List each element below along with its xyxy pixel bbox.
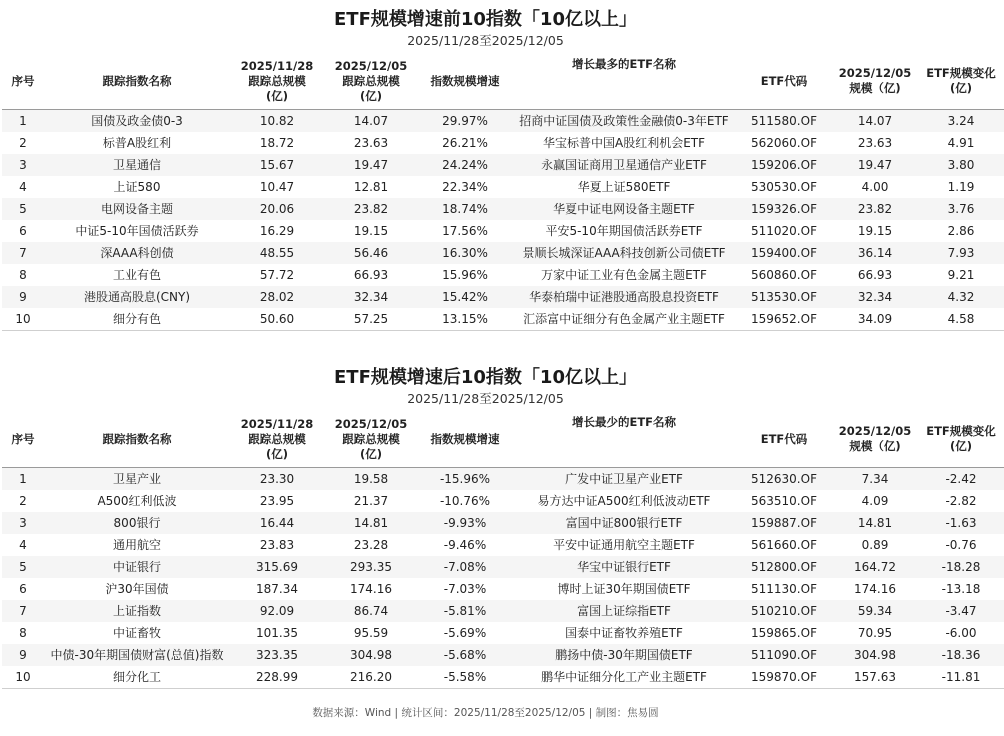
cell-etf-change: 4.58: [918, 308, 1004, 331]
cell-growth: 18.74%: [418, 198, 512, 220]
top10-title: ETF规模增速前10指数「10亿以上」: [334, 9, 637, 30]
cell-growth: 13.15%: [418, 308, 512, 331]
cell-index: 2: [2, 490, 44, 512]
header-etf-scale-label: 规模（亿): [849, 439, 901, 453]
cell-start-scale: 50.60: [230, 308, 324, 331]
cell-index-name: 上证指数: [44, 600, 230, 622]
cell-index: 2: [2, 132, 44, 154]
cell-etf-code: 562060.OF: [736, 132, 832, 154]
table-row: [2, 468, 1004, 491]
cell-index: 8: [2, 264, 44, 286]
header-etf-code: ETF代码: [736, 411, 832, 468]
cell-end-scale: 216.20: [324, 666, 418, 689]
cell-index: 7: [2, 242, 44, 264]
cell-etf-change: 3.76: [918, 198, 1004, 220]
cell-start-scale: 16.29: [230, 220, 324, 242]
cell-growth: 16.30%: [418, 242, 512, 264]
cell-end-scale: 32.34: [324, 286, 418, 308]
cell-index-name: 电网设备主题: [44, 198, 230, 220]
cell-etf-name: 鹏华中证细分化工产业主题ETF: [512, 666, 736, 689]
table-row: [2, 154, 1004, 176]
cell-start-scale: 10.82: [230, 110, 324, 133]
bottom10-subtitle: 2025/11/28至2025/12/05: [407, 391, 564, 406]
cell-etf-scale: 174.16: [832, 578, 918, 600]
header-etf-change-unit: (亿): [949, 81, 972, 95]
cell-end-scale: 23.28: [324, 534, 418, 556]
cell-index-name: 深AAA科创债: [44, 242, 230, 264]
cell-etf-name: 富国上证综指ETF: [512, 600, 736, 622]
cell-start-scale: 20.06: [230, 198, 324, 220]
top10-subtitle: 2025/11/28至2025/12/05: [407, 33, 564, 48]
cell-etf-code: 159206.OF: [736, 154, 832, 176]
cell-end-scale: 12.81: [324, 176, 418, 198]
header-start-date: 2025/11/28: [240, 416, 314, 431]
cell-end-scale: 14.07: [324, 110, 418, 133]
cell-start-scale: 187.34: [230, 578, 324, 600]
header-etf-change: [918, 411, 1004, 468]
cell-index: 3: [2, 154, 44, 176]
header-start-unit: (亿): [265, 88, 288, 103]
cell-etf-name: 汇添富中证细分有色金属产业主题ETF: [512, 308, 736, 331]
cell-index-name: 沪30年国债: [44, 578, 230, 600]
cell-end-scale: 304.98: [324, 644, 418, 666]
cell-etf-code: 511020.OF: [736, 220, 832, 242]
header-start-unit: (亿): [265, 446, 288, 461]
cell-index-name: 细分化工: [44, 666, 230, 689]
cell-growth: 26.21%: [418, 132, 512, 154]
cell-index: 4: [2, 176, 44, 198]
cell-etf-scale: 23.82: [832, 198, 918, 220]
cell-etf-code: 510210.OF: [736, 600, 832, 622]
table-row: [2, 578, 1004, 600]
cell-start-scale: 28.02: [230, 286, 324, 308]
header-growth: 指数规模增速: [418, 53, 512, 110]
cell-etf-scale: 36.14: [832, 242, 918, 264]
cell-end-scale: 174.16: [324, 578, 418, 600]
cell-end-scale: 95.59: [324, 622, 418, 644]
cell-etf-name: 华夏中证电网设备主题ETF: [512, 198, 736, 220]
cell-index-name: 800银行: [44, 512, 230, 534]
cell-index: 9: [2, 644, 44, 666]
cell-etf-scale: 14.07: [832, 110, 918, 133]
cell-etf-code: 511090.OF: [736, 644, 832, 666]
cell-etf-name: 平安中证通用航空主题ETF: [512, 534, 736, 556]
cell-etf-scale: 66.93: [832, 264, 918, 286]
header-growth: 指数规模增速: [418, 411, 512, 468]
table-row: [2, 534, 1004, 556]
table-row: [2, 132, 1004, 154]
cell-index-name: 中证畜牧: [44, 622, 230, 644]
cell-growth: -5.68%: [418, 644, 512, 666]
cell-etf-scale: 19.15: [832, 220, 918, 242]
cell-index-name: 港股通高股息(CNY): [44, 286, 230, 308]
table-row: [2, 490, 1004, 512]
cell-etf-change: -11.81: [918, 666, 1004, 689]
header-start-scale-label: 跟踪总规模: [248, 431, 306, 446]
cell-etf-name: 平安5-10年期国债活跃券ETF: [512, 220, 736, 242]
top10-header-row: [2, 53, 1004, 110]
cell-end-scale: 19.58: [324, 468, 418, 491]
cell-index-name: 上证580: [44, 176, 230, 198]
cell-etf-name: 万家中证工业有色金属主题ETF: [512, 264, 736, 286]
cell-etf-code: 159400.OF: [736, 242, 832, 264]
cell-etf-scale: 0.89: [832, 534, 918, 556]
cell-etf-name: 景顺长城深证AAA科技创新公司债ETF: [512, 242, 736, 264]
cell-etf-name: 招商中证国债及政策性金融债0-3年ETF: [512, 110, 736, 133]
table-row: [2, 600, 1004, 622]
cell-end-scale: 56.46: [324, 242, 418, 264]
cell-etf-code: 512800.OF: [736, 556, 832, 578]
cell-etf-scale: 7.34: [832, 468, 918, 491]
top10-body: [2, 110, 1004, 331]
cell-etf-scale: 157.63: [832, 666, 918, 689]
cell-etf-change: 4.32: [918, 286, 1004, 308]
cell-etf-change: 2.86: [918, 220, 1004, 242]
cell-growth: -7.08%: [418, 556, 512, 578]
cell-end-scale: 23.63: [324, 132, 418, 154]
cell-index-name: 中证银行: [44, 556, 230, 578]
cell-end-scale: 14.81: [324, 512, 418, 534]
table-row: [2, 556, 1004, 578]
header-etf-change-unit: (亿): [949, 439, 972, 453]
cell-growth: -9.46%: [418, 534, 512, 556]
cell-etf-code: 512630.OF: [736, 468, 832, 491]
cell-end-scale: 19.15: [324, 220, 418, 242]
cell-index-name: 卫星产业: [44, 468, 230, 491]
header-etf-code: ETF代码: [736, 53, 832, 110]
header-start-date: 2025/11/28: [240, 58, 314, 73]
cell-etf-code: 159326.OF: [736, 198, 832, 220]
cell-etf-change: 1.19: [918, 176, 1004, 198]
cell-etf-name: 华泰柏瑞中证港股通高股息投资ETF: [512, 286, 736, 308]
cell-start-scale: 315.69: [230, 556, 324, 578]
cell-etf-scale: 14.81: [832, 512, 918, 534]
cell-start-scale: 23.95: [230, 490, 324, 512]
cell-growth: 17.56%: [418, 220, 512, 242]
cell-end-scale: 86.74: [324, 600, 418, 622]
cell-etf-name: 易方达中证A500红利低波动ETF: [512, 490, 736, 512]
header-etf-change: [918, 53, 1004, 110]
table-row: [2, 308, 1004, 331]
header-etf-scale: [832, 53, 918, 110]
bottom10-header-row: [2, 411, 1004, 468]
top10-table: [2, 53, 1004, 331]
header-index-name: 跟踪指数名称: [44, 53, 230, 110]
bottom10-table: [2, 411, 1004, 689]
cell-etf-name: 国泰中证畜牧养殖ETF: [512, 622, 736, 644]
cell-etf-scale: 4.00: [832, 176, 918, 198]
header-end-unit: (亿): [359, 446, 382, 461]
cell-etf-change: -2.42: [918, 468, 1004, 491]
cell-etf-change: 9.21: [918, 264, 1004, 286]
cell-index: 4: [2, 534, 44, 556]
cell-etf-change: 7.93: [918, 242, 1004, 264]
cell-etf-name: 华夏上证580ETF: [512, 176, 736, 198]
cell-start-scale: 23.83: [230, 534, 324, 556]
cell-etf-name: 富国中证800银行ETF: [512, 512, 736, 534]
cell-etf-name: 广发中证卫星产业ETF: [512, 468, 736, 491]
cell-etf-scale: 32.34: [832, 286, 918, 308]
header-end-scale-label: 跟踪总规模: [342, 73, 400, 88]
cell-etf-change: -1.63: [918, 512, 1004, 534]
bottom10-title: ETF规模增速后10指数「10亿以上」: [334, 367, 637, 388]
cell-etf-change: -2.82: [918, 490, 1004, 512]
cell-start-scale: 101.35: [230, 622, 324, 644]
bottom10-body: [2, 468, 1004, 689]
table-row: [2, 264, 1004, 286]
cell-etf-code: 511130.OF: [736, 578, 832, 600]
cell-etf-scale: 23.63: [832, 132, 918, 154]
cell-index: 9: [2, 286, 44, 308]
cell-start-scale: 323.35: [230, 644, 324, 666]
cell-growth: -5.69%: [418, 622, 512, 644]
cell-index: 10: [2, 308, 44, 331]
cell-etf-code: 530530.OF: [736, 176, 832, 198]
cell-index: 6: [2, 220, 44, 242]
cell-etf-scale: 59.34: [832, 600, 918, 622]
cell-growth: -5.81%: [418, 600, 512, 622]
table-row: [2, 176, 1004, 198]
cell-index: 5: [2, 556, 44, 578]
cell-growth: 24.24%: [418, 154, 512, 176]
table-row: [2, 512, 1004, 534]
cell-etf-scale: 164.72: [832, 556, 918, 578]
cell-index: 1: [2, 110, 44, 133]
cell-index-name: 卫星通信: [44, 154, 230, 176]
cell-etf-scale: 34.09: [832, 308, 918, 331]
header-etf-name: 增长最少的ETF名称: [512, 411, 736, 468]
cell-growth: 15.42%: [418, 286, 512, 308]
cell-etf-change: -3.47: [918, 600, 1004, 622]
header-end-scale-label: 跟踪总规模: [342, 431, 400, 446]
header-etf-scale-date: 2025/12/05: [838, 424, 912, 438]
header-end-date: 2025/12/05: [334, 416, 408, 431]
cell-etf-code: 159887.OF: [736, 512, 832, 534]
cell-index-name: A500红利低波: [44, 490, 230, 512]
table-row: [2, 198, 1004, 220]
table-row: [2, 644, 1004, 666]
header-index: 序号: [2, 411, 44, 468]
cell-index-name: 通用航空: [44, 534, 230, 556]
cell-start-scale: 228.99: [230, 666, 324, 689]
header-etf-change-label: ETF规模变化: [926, 66, 996, 80]
cell-etf-code: 159870.OF: [736, 666, 832, 689]
cell-start-scale: 23.30: [230, 468, 324, 491]
cell-start-scale: 15.67: [230, 154, 324, 176]
cell-end-scale: 66.93: [324, 264, 418, 286]
header-end-scale: [324, 53, 418, 110]
cell-index-name: 标普A股红利: [44, 132, 230, 154]
cell-index: 7: [2, 600, 44, 622]
cell-end-scale: 21.37: [324, 490, 418, 512]
header-index: 序号: [2, 53, 44, 110]
header-index-name: 跟踪指数名称: [44, 411, 230, 468]
cell-etf-scale: 304.98: [832, 644, 918, 666]
cell-etf-code: 560860.OF: [736, 264, 832, 286]
cell-start-scale: 18.72: [230, 132, 324, 154]
cell-start-scale: 10.47: [230, 176, 324, 198]
cell-etf-name: 博时上证30年期国债ETF: [512, 578, 736, 600]
cell-index-name: 中证5-10年国债活跃券: [44, 220, 230, 242]
cell-etf-name: 华宝标普中国A股红利机会ETF: [512, 132, 736, 154]
cell-index-name: 工业有色: [44, 264, 230, 286]
cell-etf-change: 4.91: [918, 132, 1004, 154]
cell-growth: -7.03%: [418, 578, 512, 600]
cell-end-scale: 23.82: [324, 198, 418, 220]
cell-etf-name: 永赢国证商用卫星通信产业ETF: [512, 154, 736, 176]
cell-start-scale: 57.72: [230, 264, 324, 286]
source-footer: 数据来源：Wind | 统计区间：2025/11/28至2025/12/05 | 制图：焦易圆: [312, 707, 659, 719]
top10-section: [0, 8, 996, 331]
cell-growth: 29.97%: [418, 110, 512, 133]
cell-end-scale: 293.35: [324, 556, 418, 578]
cell-index: 3: [2, 512, 44, 534]
table-row: [2, 286, 1004, 308]
cell-start-scale: 16.44: [230, 512, 324, 534]
cell-etf-change: -18.28: [918, 556, 1004, 578]
cell-index-name: 中债-30年期国债财富(总值)指数: [44, 644, 230, 666]
cell-etf-code: 159652.OF: [736, 308, 832, 331]
cell-index-name: 国债及政金债0-3: [44, 110, 230, 133]
header-etf-scale: [832, 411, 918, 468]
cell-etf-change: 3.24: [918, 110, 1004, 133]
cell-etf-change: -6.00: [918, 622, 1004, 644]
cell-etf-scale: 19.47: [832, 154, 918, 176]
cell-etf-code: 561660.OF: [736, 534, 832, 556]
table-row: [2, 220, 1004, 242]
header-start-scale-label: 跟踪总规模: [248, 73, 306, 88]
cell-start-scale: 48.55: [230, 242, 324, 264]
cell-etf-scale: 4.09: [832, 490, 918, 512]
header-start-scale: [230, 411, 324, 468]
header-start-scale: [230, 53, 324, 110]
bottom10-section: [0, 366, 996, 689]
cell-end-scale: 19.47: [324, 154, 418, 176]
header-end-date: 2025/12/05: [334, 58, 408, 73]
header-etf-scale-date: 2025/12/05: [838, 66, 912, 80]
cell-etf-code: 511580.OF: [736, 110, 832, 133]
cell-etf-code: 563510.OF: [736, 490, 832, 512]
cell-index: 10: [2, 666, 44, 689]
header-etf-scale-label: 规模（亿): [849, 81, 901, 95]
table-row: [2, 622, 1004, 644]
cell-etf-change: -0.76: [918, 534, 1004, 556]
cell-etf-change: -13.18: [918, 578, 1004, 600]
cell-etf-code: 159865.OF: [736, 622, 832, 644]
header-etf-change-label: ETF规模变化: [926, 424, 996, 438]
cell-etf-change: -18.36: [918, 644, 1004, 666]
cell-end-scale: 57.25: [324, 308, 418, 331]
table-row: [2, 110, 1004, 133]
cell-growth: -10.76%: [418, 490, 512, 512]
cell-etf-change: 3.80: [918, 154, 1004, 176]
cell-start-scale: 92.09: [230, 600, 324, 622]
header-etf-name: 增长最多的ETF名称: [512, 53, 736, 110]
table-row: [2, 242, 1004, 264]
table-row: [2, 666, 1004, 689]
cell-index: 1: [2, 468, 44, 491]
cell-growth: 22.34%: [418, 176, 512, 198]
cell-index: 6: [2, 578, 44, 600]
cell-growth: -5.58%: [418, 666, 512, 689]
cell-etf-scale: 70.95: [832, 622, 918, 644]
cell-etf-name: 华宝中证银行ETF: [512, 556, 736, 578]
cell-etf-code: 513530.OF: [736, 286, 832, 308]
cell-etf-name: 鹏扬中债-30年期国债ETF: [512, 644, 736, 666]
cell-index-name: 细分有色: [44, 308, 230, 331]
cell-index: 5: [2, 198, 44, 220]
cell-growth: -9.93%: [418, 512, 512, 534]
cell-growth: 15.96%: [418, 264, 512, 286]
cell-growth: -15.96%: [418, 468, 512, 491]
cell-index: 8: [2, 622, 44, 644]
header-end-unit: (亿): [359, 88, 382, 103]
header-end-scale: [324, 411, 418, 468]
